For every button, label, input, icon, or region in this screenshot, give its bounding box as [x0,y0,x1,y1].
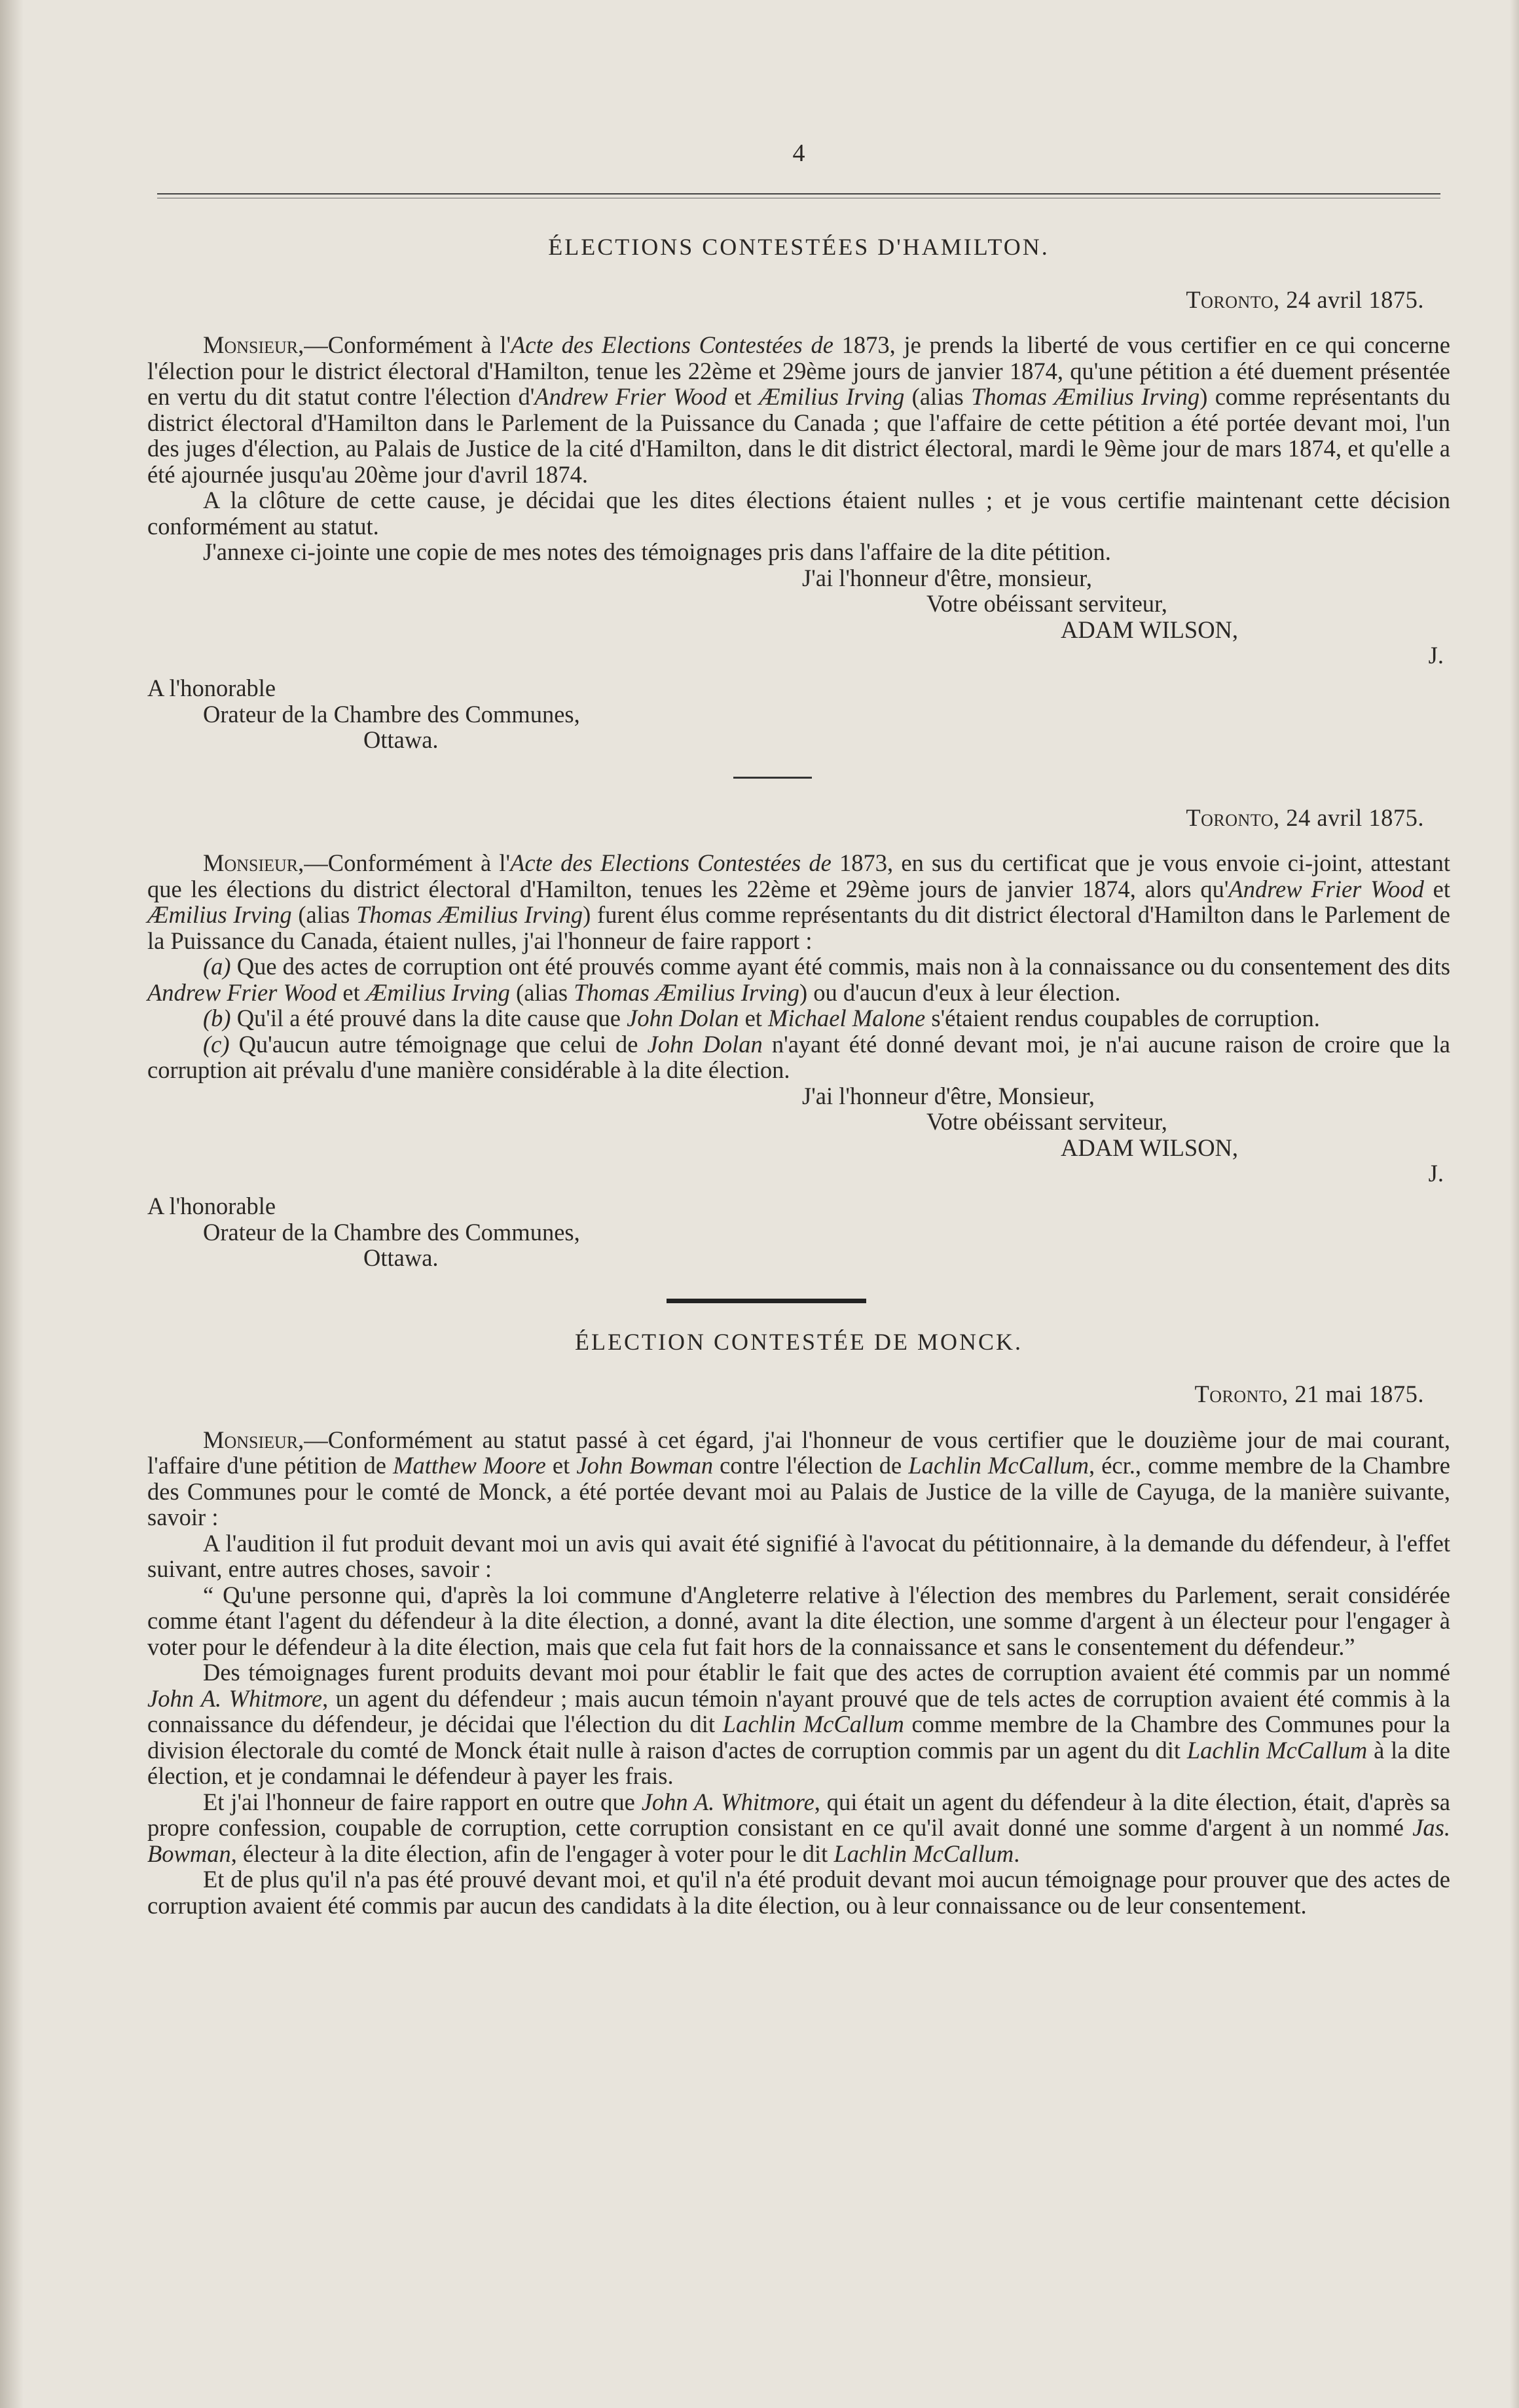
salutation: Monsieur [203,1426,299,1453]
paragraph: Des témoignages furent produits devant moi pour établir le fait que des actes de corruption avaient été commis par un nommé John A. Whitmore, un agent du défendeur ; mais aucun témoin n'ayant prouvé que de tels actes de corruption avaient été commis à la connaissance du défendeur, je décidai que l'élection du dit Lachlin McCallum comme membre de la Chambre des Communes pour la division électorale du comté de Monck était nulle à raison d'actes de corruption commis par un agent du dit Lachlin McCallum à la dite élection, et je condamnai le défendeur à payer les frais. [147,1659,1450,1789]
quotation: “ Qu'une personne qui, d'après la loi commune d'Angleterre relative à l'élection des membres du Parlement, serait considérée comme étant l'agent du défendeur à la dite élection, a donné, avant la dite élection, une somme d'argent à un électeur pour l'engager à voter pour le défendeur à la dite élection, mais que cela fut fait hors de la connaissance et sans le consentement du défendeur.” [147,1581,1450,1660]
header-rule [157,193,1440,198]
page-edge-shadow [1510,0,1519,2408]
letter-1 [147,287,1450,753]
paragraph: Monsieur,—Conformément à l'Acte des Elections Contestées de 1873, je prends la liberté de vous certifier en ce qui concerne l'élection pour le district électoral d'Hamilton, tenue les 22ème et 29ème jours de janvier 1874, qu'une pétition a été duement présentée en vertu du dit statut contre l'élection d'Andrew Frier Wood et Æmilius Irving (alias Thomas Æmilius Irving) comme représentants du district électoral d'Hamilton dans le Parlement de la Puissance du Canada ; que l'affaire de cette pétition a été portée devant moi, l'un des juges d'élection, au Palais de Justice de la cité d'Hamilton, dans le dit district électoral, mardi le 9ème jour de mars 1874, et qu'elle a été ajournée jusqu'au 20ème jour d'avril 1874. [147,331,1450,488]
addressee: A l'honorable Orateur de la Chambre des Communes, Ottawa. [147,675,580,753]
closing: J'ai l'honneur d'être, monsieur, Votre obéissant serviteur, ADAM WILSON, J. [147,565,1450,669]
section-heading-hamilton: ÉLECTIONS CONTESTÉES D'HAMILTON. [548,234,1050,260]
paragraph: Et de plus qu'il n'a pas été prouvé devant moi, et qu'il n'a été produit devant moi aucun témoignage pour prouver que des actes de corruption avaient été commis par aucun des candidats à la dite élection, ou à leur connaissance ou de leur consentement. [147,1866,1450,1919]
page-number: 4 [792,139,805,167]
dateline: Toronto, 21 mai 1875. [1194,1380,1424,1407]
section-divider [667,1299,866,1303]
signature: ADAM WILSON, [1061,616,1239,643]
letter-2 [147,805,1450,1271]
paragraph: A l'audition il fut produit devant moi un avis qui avait été signifié à l'avocat du pétitionnaire, à la demande du défendeur, à l'effet suivant, entre autres choses, savoir : [147,1529,1450,1582]
page-content [147,141,1450,1918]
dateline: Toronto, 24 avril 1875. [1186,286,1424,313]
paragraph: A la clôture de cette cause, je décidai que les dites élections étaient nulles ; et je vous certifie maintenant cette décision conformément au statut. [147,487,1450,540]
paragraph: (c) Qu'aucun autre témoignage que celui de John Dolan n'ayant été donné devant moi, je n'ai aucune raison de croire que la corruption ait prévalu d'une manière considérable à la dite élection. [147,1030,1451,1083]
paragraph: (a) Que des actes de corruption ont été prouvés comme ayant été commis, mais non à la connaissance ou du consentement des dits Andrew Frier Wood et Æmilius Irving (alias Thomas Æmilius Irving) ou d'aucun d'eux à leur élection. [147,953,1450,1006]
divider [733,777,812,779]
dateline: Toronto, 24 avril 1875. [1186,804,1424,831]
page-binding-shadow [0,0,24,2408]
paragraph: (b) Qu'il a été prouvé dans la dite cause que John Dolan et Michael Malone s'étaient rendus coupables de corruption. [203,1005,1320,1031]
salutation: Monsieur [203,849,299,876]
salutation: Monsieur [203,331,299,358]
closing: J'ai l'honneur d'être, Monsieur, Votre obéissant serviteur, ADAM WILSON, J. [147,1083,1450,1187]
letter-3 [147,1381,1450,1918]
paragraph: Monsieur,—Conformément à l'Acte des Elections Contestées de 1873, en sus du certificat que je vous envoie ci-joint, attestant que les élections du district électoral d'Hamilton, tenues les 22ème et 29ème jours de janvier 1874, alors qu'Andrew Frier Wood et Æmilius Irving (alias Thomas Æmilius Irving) furent élus comme représentants du dit district électoral d'Hamilton dans le Parlement de la Puissance du Canada, étaient nulles, j'ai l'honneur de faire rapport : [147,849,1450,954]
paragraph: Et j'ai l'honneur de faire rapport en outre que John A. Whitmore, qui était un agent du défendeur à la dite élection, était, d'après sa propre confession, coupable de corruption, cette corruption consistant en ce qu'il avait donné une somme d'argent à un nommé Jas. Bowman, électeur à la dite élection, afin de l'engager à voter pour le dit Lachlin McCallum. [147,1788,1451,1867]
signature: ADAM WILSON, [1061,1134,1239,1161]
addressee: A l'honorable Orateur de la Chambre des Communes, Ottawa. [147,1193,580,1271]
section-heading-monck: ÉLECTION CONTESTÉE DE MONCK. [575,1328,1023,1355]
paragraph: Monsieur,—Conformément au statut passé à cet égard, j'ai l'honneur de vous certifier que le douzième jour de mai courant, l'affaire d'une pétition de Matthew Moore et John Bowman contre l'élection de Lachlin McCallum, écr., comme membre de la Chambre des Communes pour le comté de Monck, a été portée devant moi au Palais de Justice de la ville de Cayuga, de la manière suivante, savoir : [147,1426,1450,1530]
paragraph: J'annexe ci-jointe une copie de mes notes des témoignages pris dans l'affaire de la dite pétition. [203,538,1111,565]
